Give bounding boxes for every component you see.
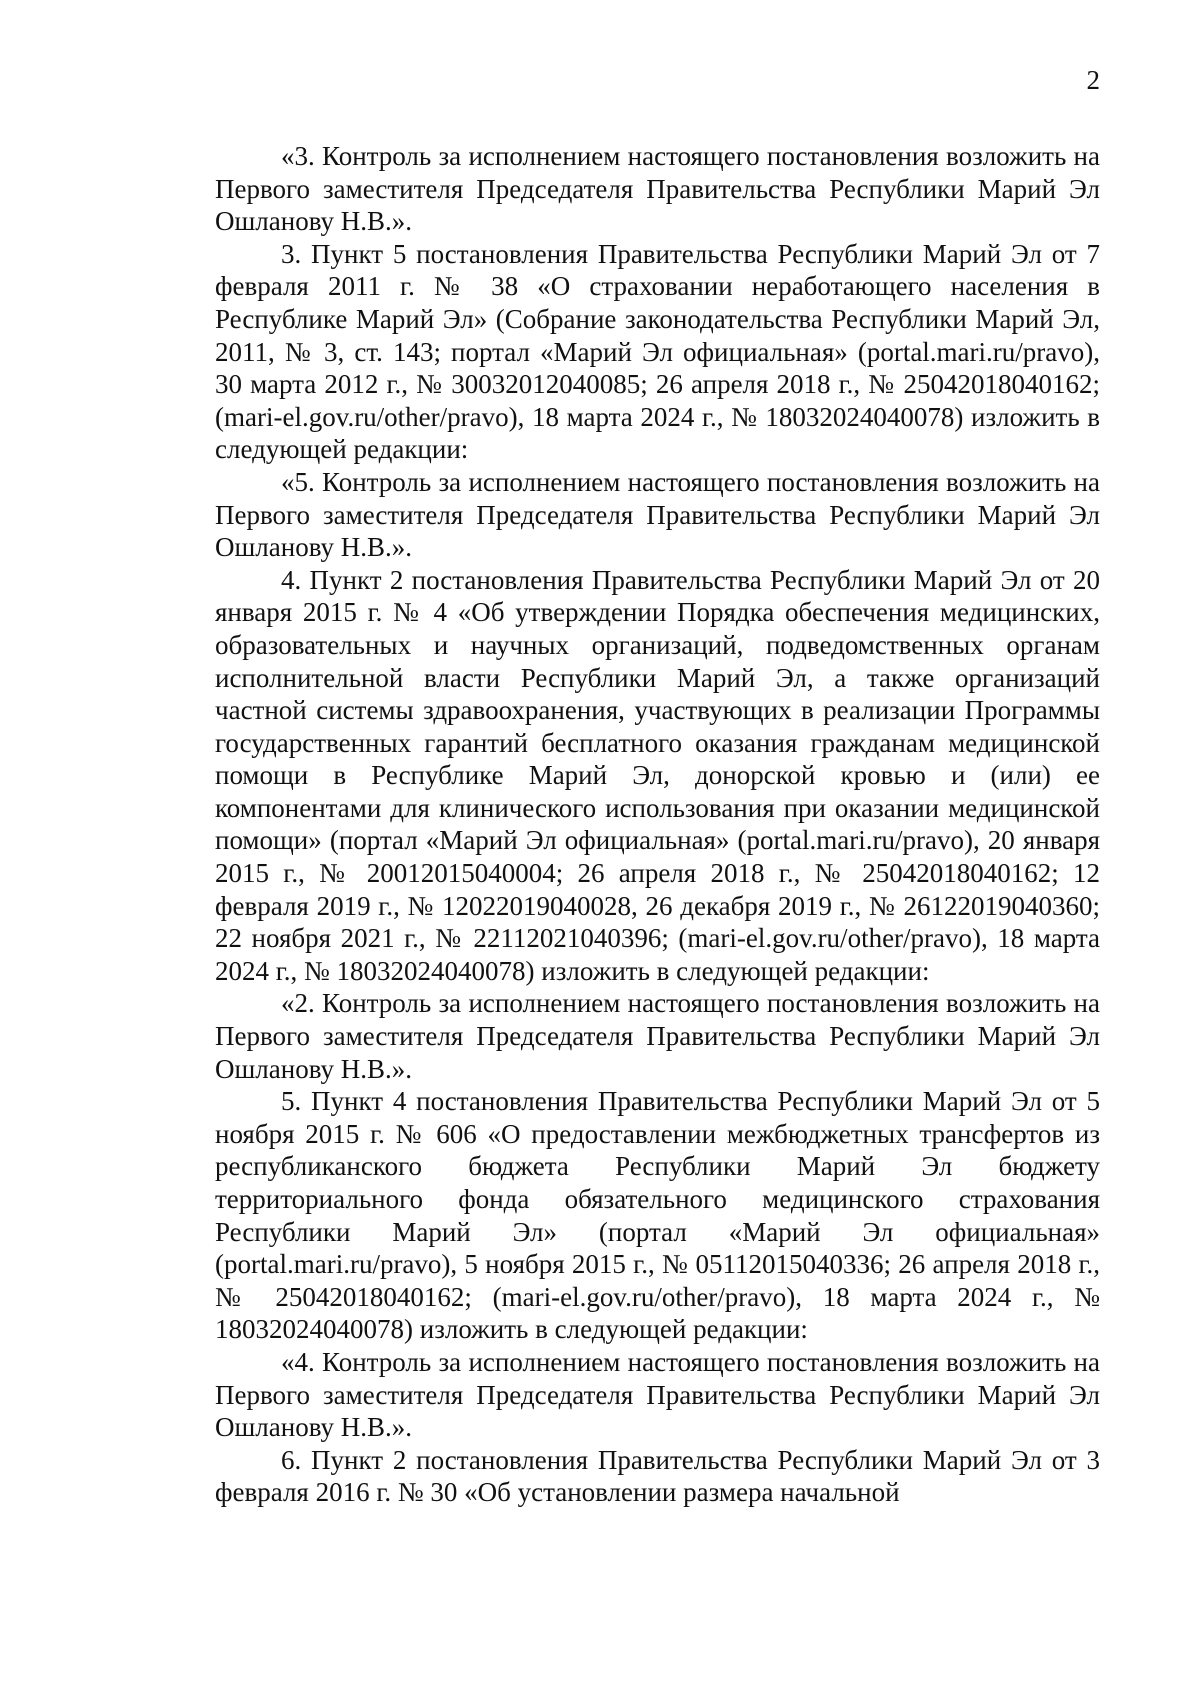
document-body	[215, 140, 1100, 1509]
paragraph-item-6: 6. Пункт 2 постановления Правительства Республики Марий Эл от 3 февраля 2016 г. № 30 «Об установлении размера начальной	[215, 1444, 1100, 1508]
paragraph-quoted-item-3: «3. Контроль за исполнением настоящего постановления возложить на Первого заместителя Председателя Правительства Республики Марий Эл Ошланову Н.В.».	[215, 141, 1100, 237]
paragraph-item-3: 3. Пункт 5 постановления Правительства Республики Марий Эл от 7 февраля 2011 г. № 38 «О страховании неработающего населения в Республике Марий Эл» (Собрание законодательства Республики Марий Эл, 2011, № 3, ст. 143; портал «Марий Эл официальная» (portal.mari.ru/pravo), 30 марта 2012 г., № 30032012040085; 26 апреля 2018 г., № 25042018040162; (mari-el.gov.ru/other/pravo), 18 марта 2024 г., № 18032024040078) изложить в следующей редакции:	[215, 238, 1100, 465]
paragraph-item-4: 4. Пункт 2 постановления Правительства Республики Марий Эл от 20 января 2015 г. № 4 «Об утверждении Порядка обеспечения медицинских, образовательных и научных организаций, подведомственных органам исполнительной власти Республики Марий Эл, а также организаций частной системы здравоохранения, участвующих в реализации Программы государственных гарантий бесплатного оказания гражданам медицинской помощи в Республике Марий Эл, донорской кровью и (или) ее компонентами для клинического использования при оказании медицинской помощи» (портал «Марий Эл официальная» (portal.mari.ru/pravo), 20 января 2015 г., № 20012015040004; 26 апреля 2018 г., № 25042018040162; 12 февраля 2019 г., № 12022019040028, 26 декабря 2019 г., № 26122019040360; 22 ноября 2021 г., № 22112021040396; (mari-el.gov.ru/other/pravo), 18 марта 2024 г., № 18032024040078) изложить в следующей редакции:	[215, 564, 1100, 986]
paragraph-item-5: 5. Пункт 4 постановления Правительства Республики Марий Эл от 5 ноября 2015 г. № 606 «О предоставлении межбюджетных трансфертов из республиканского бюджета Республики Марий Эл бюджету территориального фонда обязательного медицинского страхования Республики Марий Эл» (портал «Марий Эл официальная» (portal.mari.ru/pravo), 5 ноября 2015 г., № 05112015040336; 26 апреля 2018 г., № 25042018040162; (mari-el.gov.ru/other/pravo), 18 марта 2024 г., № 18032024040078) изложить в следующей редакции:	[215, 1086, 1100, 1345]
paragraph-quoted-item-4: «4. Контроль за исполнением настоящего постановления возложить на Первого заместителя Председателя Правительства Республики Марий Эл Ошланову Н.В.».	[215, 1346, 1100, 1443]
paragraph-quoted-item-2: «2. Контроль за исполнением настоящего постановления возложить на Первого заместителя Председателя Правительства Республики Марий Эл Ошланову Н.В.».	[215, 988, 1100, 1084]
paragraph-quoted-item-5: «5. Контроль за исполнением настоящего постановления возложить на Первого заместителя Председателя Правительства Республики Марий Эл Ошланову Н.В.».	[215, 466, 1100, 563]
page-number: 2	[1086, 65, 1100, 95]
